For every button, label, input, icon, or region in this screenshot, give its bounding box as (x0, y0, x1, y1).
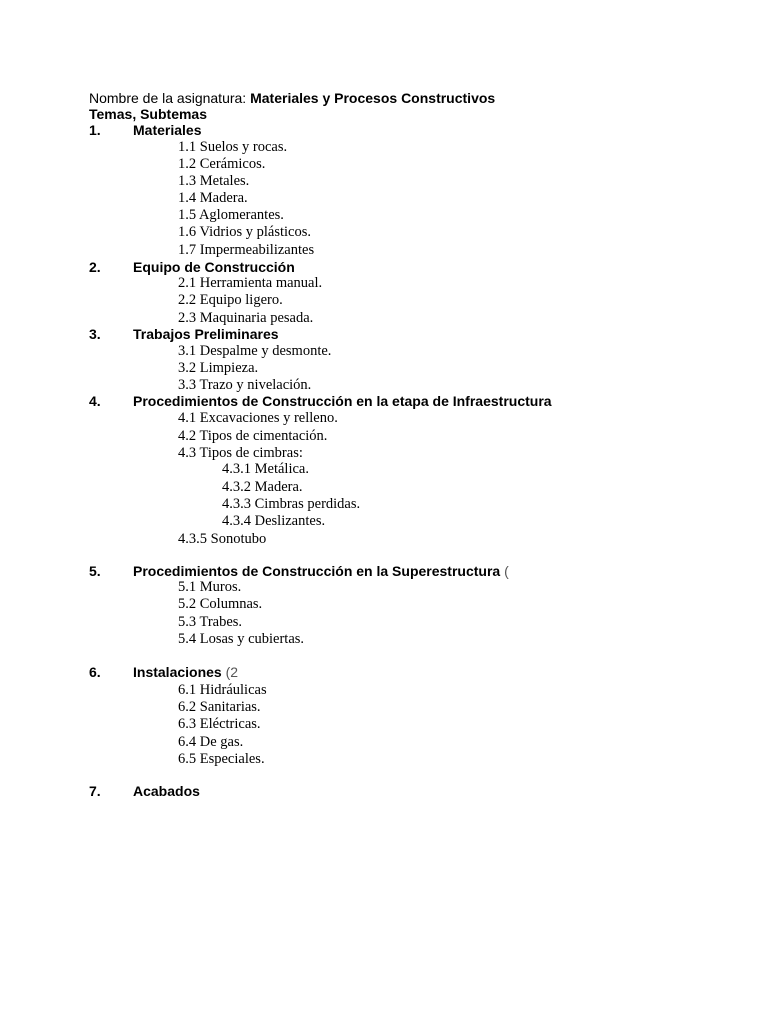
subtopic: 6.4 De gas. (178, 734, 244, 750)
subtopic: 1.2 Cerámicos. (178, 156, 266, 172)
subtopic: 2.3 Maquinaria pesada. (178, 310, 314, 326)
subtopic: 4.2 Tipos de cimentación. (178, 428, 328, 444)
topic-suffix: ( (504, 563, 509, 579)
subtopic: 5.4 Losas y cubiertas. (178, 631, 305, 647)
subtopic: 4.3.5 Sonotubo (178, 531, 267, 547)
subtopic: 1.6 Vidrios y plásticos. (178, 224, 311, 240)
topic-number: 2. (89, 259, 101, 275)
subtopic: 3.2 Limpieza. (178, 360, 259, 376)
topic-number: 4. (89, 393, 101, 409)
subtopic: 1.1 Suelos y rocas. (178, 139, 288, 155)
subtopic: 4.3 Tipos de cimbras: (178, 445, 303, 461)
subject-label: Nombre de la asignatura: (89, 90, 247, 106)
subtopic: 3.1 Despalme y desmonte. (178, 343, 332, 359)
subtopic: 3.3 Trazo y nivelación. (178, 377, 312, 393)
topic-title: Procedimientos de Construcción en la Superestructura (133, 563, 501, 579)
subtopic: 2.1 Herramienta manual. (178, 275, 323, 291)
topic-title: Materiales (133, 122, 202, 138)
topic-title-line (133, 664, 238, 681)
topic-number: 6. (89, 664, 101, 680)
topic-title: Instalaciones (133, 664, 222, 680)
topic-title: Procedimientos de Construcción en la etapa de Infraestructura (133, 393, 552, 409)
subject-name: Materiales y Procesos Constructivos (250, 90, 496, 106)
subtopic: 6.1 Hidráulicas (178, 682, 267, 698)
topic-title: Equipo de Construcción (133, 259, 295, 275)
subtopic: 5.1 Muros. (178, 579, 242, 595)
subtopic: 5.2 Columnas. (178, 596, 263, 612)
subtopic: 1.7 Impermeabilizantes (178, 242, 315, 258)
subtopic: 6.2 Sanitarias. (178, 699, 261, 715)
topic-number: 5. (89, 563, 101, 579)
subsubtopic: 4.3.1 Metálica. (222, 461, 309, 477)
subtopic: 4.1 Excavaciones y relleno. (178, 410, 338, 426)
topic-title: Acabados (133, 783, 200, 799)
subsubtopic: 4.3.2 Madera. (222, 479, 303, 495)
subtopic: 6.5 Especiales. (178, 751, 265, 767)
subtopic: 1.3 Metales. (178, 173, 250, 189)
subject-line (89, 90, 495, 107)
topic-number: 7. (89, 783, 101, 799)
subtopic: 2.2 Equipo ligero. (178, 292, 283, 308)
subtopic: 6.3 Eléctricas. (178, 716, 261, 732)
temas-title: Temas, Subtemas (89, 106, 208, 122)
topic-title: Trabajos Preliminares (133, 326, 279, 342)
subsubtopic: 4.3.3 Cimbras perdidas. (222, 496, 361, 512)
subtopic: 5.3 Trabes. (178, 614, 243, 630)
subtopic: 1.5 Aglomerantes. (178, 207, 284, 223)
topic-suffix: (2 (225, 664, 239, 680)
topic-number: 3. (89, 326, 101, 342)
topic-title-line (133, 563, 509, 580)
topic-number: 1. (89, 122, 101, 138)
subsubtopic: 4.3.4 Deslizantes. (222, 513, 326, 529)
subtopic: 1.4 Madera. (178, 190, 248, 206)
